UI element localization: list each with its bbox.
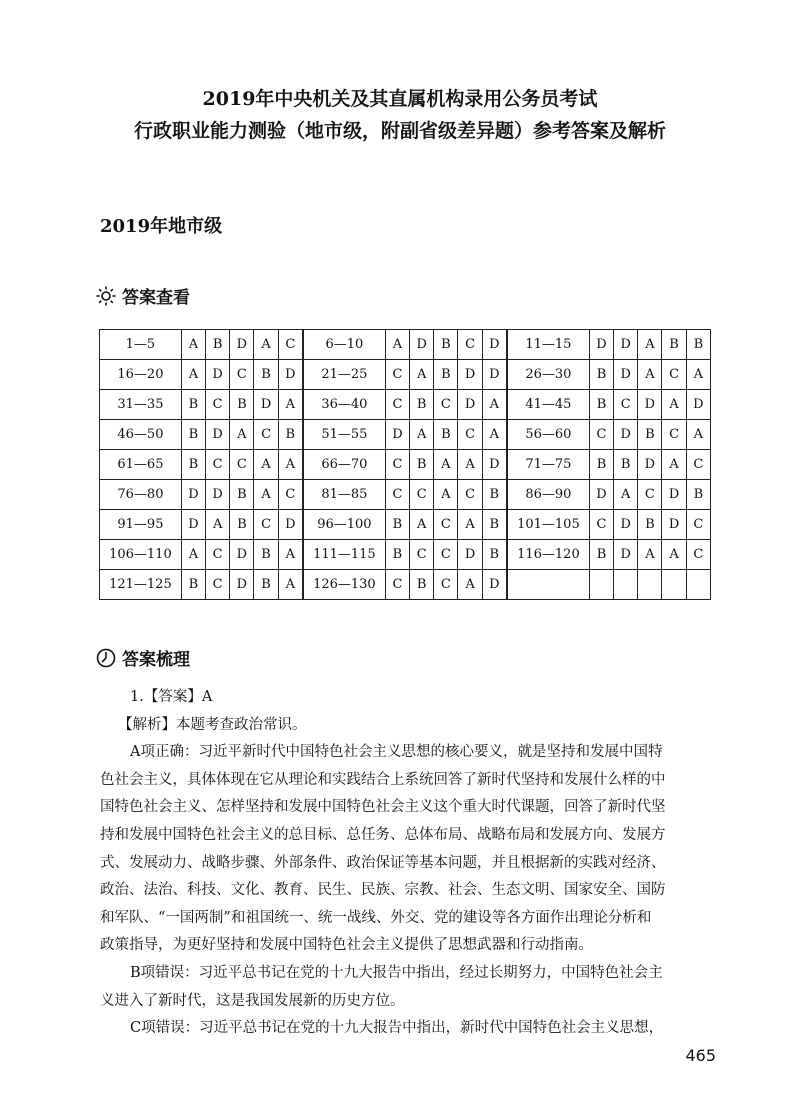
answer-cell: D <box>230 570 254 600</box>
answer-cell <box>686 570 710 600</box>
answer-table-row <box>100 390 711 420</box>
answer-cell: B <box>254 540 278 570</box>
section-title: 2019年地市级 <box>100 216 223 237</box>
answer-cell: B <box>482 480 507 510</box>
answer-cell: D <box>638 450 662 480</box>
answer-cell: C <box>385 360 409 390</box>
answer-cell <box>614 570 638 600</box>
answer-cell: C <box>434 510 458 540</box>
question-range-cell: 96—100 <box>303 510 385 540</box>
question-range-cell: 61—65 <box>100 450 182 480</box>
question-range-cell: 116—120 <box>507 540 589 570</box>
answer-cell: B <box>410 450 434 480</box>
answer-cell: A <box>458 570 482 600</box>
question-range-cell: 81—85 <box>303 480 385 510</box>
answer-cell: B <box>686 330 710 360</box>
answer-cell: D <box>230 540 254 570</box>
question-range-cell: 46—50 <box>100 420 182 450</box>
answer-cell: A <box>206 510 230 540</box>
question-range-cell: 121—125 <box>100 570 182 600</box>
answer-cell: D <box>482 360 507 390</box>
answer-cell: C <box>278 480 303 510</box>
answer-cell: D <box>181 510 205 540</box>
answer-cell: A <box>638 540 662 570</box>
review-heading-label: 答案梳理 <box>122 650 190 670</box>
answer-cell: B <box>181 450 205 480</box>
answer-cell: A <box>410 420 434 450</box>
answer-cell: D <box>614 330 638 360</box>
answer-cell: C <box>589 510 613 540</box>
answer-cell: B <box>278 420 303 450</box>
answer-cell: C <box>254 420 278 450</box>
answer-cell: C <box>230 450 254 480</box>
para-a-line: 政策指导，为更好坚持和发展中国特色社会主义提供了思想武器和行动指南。 <box>100 937 593 954</box>
answer-cell: B <box>589 360 613 390</box>
answer-cell: B <box>385 540 409 570</box>
answer-cell: C <box>206 570 230 600</box>
question-range-cell: 41—45 <box>507 390 589 420</box>
para-b-line: B项错误：习近平总书记在党的十九大报告中指出，经过长期努力，中国特色社会主 <box>130 965 663 981</box>
answer-cell: A <box>254 450 278 480</box>
answer-cell: B <box>410 570 434 600</box>
question-range-cell: 66—70 <box>303 450 385 480</box>
answer-cell: B <box>434 360 458 390</box>
answer-cell: A <box>662 450 686 480</box>
answer-cell: D <box>206 420 230 450</box>
analysis-line: 【解析】本题考查政治常识。 <box>118 716 307 733</box>
answer-cell: A <box>638 360 662 390</box>
answer-cell: D <box>206 360 230 390</box>
question-range-cell: 106—110 <box>100 540 182 570</box>
answer-cell <box>638 570 662 600</box>
answer-cell: B <box>434 330 458 360</box>
answer-cell: B <box>181 420 205 450</box>
answer-heading-label: 答案查看 <box>122 288 190 308</box>
para-a-line: 国特色社会主义、怎样坚持和发展中国特色社会主义这个重大时代课题，回答了新时代坚 <box>100 799 666 816</box>
answer-cell: D <box>181 480 205 510</box>
answer-cell: C <box>385 570 409 600</box>
answer-cell: D <box>662 480 686 510</box>
answer-cell: D <box>278 360 303 390</box>
clock-icon <box>96 648 116 668</box>
answer-cell: C <box>458 330 482 360</box>
answer-cell: C <box>385 480 409 510</box>
answer-cell: A <box>482 390 507 420</box>
sun-icon <box>96 286 116 306</box>
question-range-cell: 31—35 <box>100 390 182 420</box>
answer-cell: D <box>254 390 278 420</box>
answer-cell: A <box>181 540 205 570</box>
answer-cell: C <box>589 420 613 450</box>
para-a-line: 色社会主义，具体体现在它从理论和实践结合上系统回答了新时代坚持和发展什么样的中 <box>100 771 666 788</box>
para-a-line: 式、发展动力、战略步骤、外部条件、政治保证等基本问题，并且根据新的实践对经济、 <box>100 854 666 871</box>
answer-cell: B <box>410 390 434 420</box>
answer-cell: D <box>589 330 613 360</box>
answer-table <box>99 329 711 600</box>
question-range-cell: 126—130 <box>303 570 385 600</box>
question-range-cell: 26—30 <box>507 360 589 390</box>
answer-cell: C <box>385 390 409 420</box>
answer-cell <box>589 570 613 600</box>
answer-cell: D <box>589 480 613 510</box>
answer-table-row <box>100 570 711 600</box>
answer-cell: B <box>589 450 613 480</box>
answer-cell: B <box>686 480 710 510</box>
answer-cell: A <box>686 420 710 450</box>
answer-cell: D <box>206 480 230 510</box>
answer-cell: D <box>458 360 482 390</box>
answer-table-row <box>100 420 711 450</box>
question-range-cell: 76—80 <box>100 480 182 510</box>
answer-cell: A <box>686 360 710 390</box>
answer-cell: A <box>181 330 205 360</box>
answer-cell: A <box>278 570 303 600</box>
answer-cell: D <box>482 450 507 480</box>
answer-table-row <box>100 510 711 540</box>
question-range-cell: 16—20 <box>100 360 182 390</box>
answer-cell: B <box>589 390 613 420</box>
answer-cell: B <box>254 360 278 390</box>
answer-cell: C <box>638 480 662 510</box>
answer-cell: C <box>206 540 230 570</box>
answer-cell: A <box>410 510 434 540</box>
answer-cell: D <box>458 390 482 420</box>
answer-cell: A <box>254 480 278 510</box>
answer-cell: C <box>434 390 458 420</box>
review-heading <box>96 645 190 670</box>
para-b-line: 义进入了新时代，这是我国发展新的历史方位。 <box>100 992 405 1009</box>
answer-cell: B <box>638 420 662 450</box>
answer-table-row <box>100 480 711 510</box>
answer-cell: D <box>230 330 254 360</box>
para-a-line: 和军队、“一国两制”和祖国统一、统一战线、外交、党的建设等各方面作出理论分析和 <box>100 909 652 926</box>
page-number: 465 <box>685 1046 716 1065</box>
answer-cell: A <box>458 510 482 540</box>
answer-cell: D <box>410 330 434 360</box>
answer-cell: D <box>662 510 686 540</box>
answer-cell: D <box>614 540 638 570</box>
answer-cell: B <box>385 510 409 540</box>
answer-cell: B <box>181 570 205 600</box>
answer-cell: A <box>458 450 482 480</box>
answer-cell: C <box>410 540 434 570</box>
answer-heading <box>96 283 190 308</box>
answer-cell <box>662 570 686 600</box>
answer-cell: D <box>614 360 638 390</box>
answer-cell: B <box>482 540 507 570</box>
answer-cell: B <box>614 450 638 480</box>
answer-cell: A <box>482 420 507 450</box>
answer-cell: B <box>230 510 254 540</box>
answer-cell: D <box>482 330 507 360</box>
answer-cell: A <box>434 450 458 480</box>
answer-cell: B <box>230 390 254 420</box>
answer-cell: A <box>614 480 638 510</box>
answer-cell: D <box>614 510 638 540</box>
answer-cell: D <box>614 420 638 450</box>
answer-cell: C <box>458 480 482 510</box>
question-range-cell: 6—10 <box>303 330 385 360</box>
answer-cell: C <box>230 360 254 390</box>
answer-cell: C <box>206 390 230 420</box>
answer-cell: C <box>385 450 409 480</box>
answer-cell: D <box>278 510 303 540</box>
answer-cell: A <box>662 540 686 570</box>
answer-cell: D <box>482 570 507 600</box>
answer-table-row <box>100 330 711 360</box>
answer-cell: C <box>206 450 230 480</box>
answer-cell: B <box>206 330 230 360</box>
answer-cell: C <box>614 390 638 420</box>
document-title-line2: 行政职业能力测验（地市级，附副省级差异题）参考答案及解析 <box>133 120 666 142</box>
answer-cell: C <box>662 420 686 450</box>
para-a-line: 持和发展中国特色社会主义的总目标、总任务、总体布局、战略布局和发展方向、发展方 <box>100 827 666 843</box>
answer-cell: A <box>278 540 303 570</box>
answer-cell: B <box>662 330 686 360</box>
question-range-cell: 11—15 <box>507 330 589 360</box>
question-range-cell: 36—40 <box>303 390 385 420</box>
question-range-cell: 101—105 <box>507 510 589 540</box>
answer-cell: D <box>385 420 409 450</box>
para-a-line: A项正确：习近平新时代中国特色社会主义思想的核心要义，就是坚持和发展中国特 <box>130 744 663 761</box>
answer-cell: A <box>278 390 303 420</box>
answer-cell: A <box>278 450 303 480</box>
answer-cell: A <box>181 360 205 390</box>
answer-line: 1.【答案】A <box>130 689 213 705</box>
answer-cell: B <box>254 570 278 600</box>
answer-cell: C <box>686 540 710 570</box>
answer-cell: C <box>434 540 458 570</box>
question-range-cell: 51—55 <box>303 420 385 450</box>
answer-cell: B <box>638 510 662 540</box>
answer-cell: B <box>482 510 507 540</box>
document-title-line1: 2019年中央机关及其直属机构录用公务员考试 <box>202 88 598 110</box>
answer-cell: A <box>434 480 458 510</box>
answer-cell: C <box>434 570 458 600</box>
answer-table-row <box>100 450 711 480</box>
answer-cell: B <box>230 480 254 510</box>
para-c-line: C项错误：习近平总书记在党的十九大报告中指出，新时代中国特色社会主义思想， <box>130 1020 664 1037</box>
answer-cell: D <box>686 390 710 420</box>
answer-table-row <box>100 540 711 570</box>
answer-cell: A <box>230 420 254 450</box>
question-range-cell: 111—115 <box>303 540 385 570</box>
answer-cell: A <box>662 390 686 420</box>
question-range-cell: 1—5 <box>100 330 182 360</box>
answer-cell: C <box>662 360 686 390</box>
answer-cell: D <box>638 390 662 420</box>
question-range-cell: 91—95 <box>100 510 182 540</box>
question-range-cell: 21—25 <box>303 360 385 390</box>
answer-table-row <box>100 360 711 390</box>
answer-cell: C <box>686 510 710 540</box>
question-range-cell: 71—75 <box>507 450 589 480</box>
question-range-cell: 86—90 <box>507 480 589 510</box>
answer-cell: A <box>254 330 278 360</box>
answer-cell: C <box>278 330 303 360</box>
answer-cell: A <box>410 360 434 390</box>
answer-cell: C <box>458 420 482 450</box>
answer-cell: B <box>181 390 205 420</box>
answer-cell: C <box>686 450 710 480</box>
question-range-cell: 56—60 <box>507 420 589 450</box>
answer-cell: B <box>589 540 613 570</box>
answer-cell: D <box>458 540 482 570</box>
answer-cell: A <box>638 330 662 360</box>
question-range-cell <box>507 570 589 600</box>
answer-cell: A <box>385 330 409 360</box>
para-a-line: 政治、法治、科技、文化、教育、民生、民族、宗教、社会、生态文明、国家安全、国防 <box>100 882 666 899</box>
answer-cell: C <box>254 510 278 540</box>
answer-cell: B <box>434 420 458 450</box>
answer-cell: C <box>410 480 434 510</box>
